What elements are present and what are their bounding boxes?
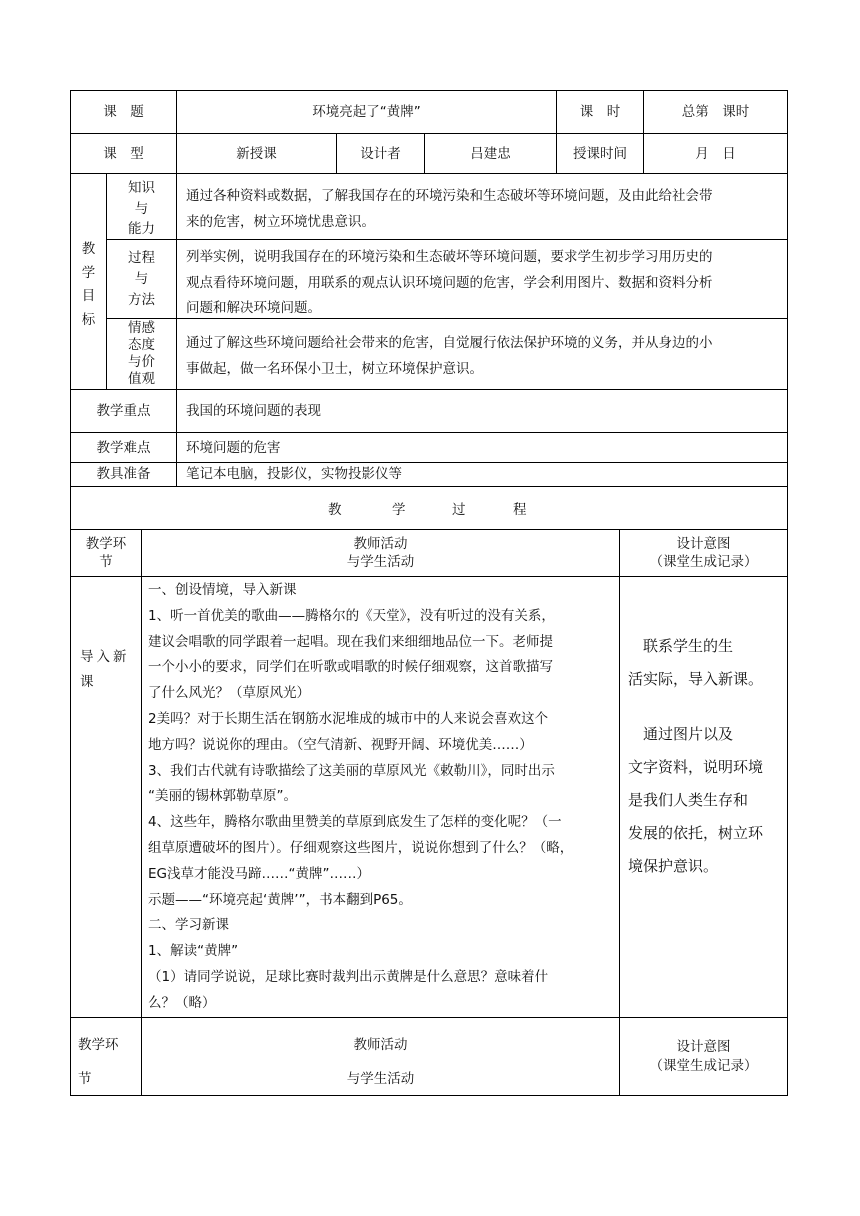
intro-intent-b: 通过图片以及 文字资料，说明环境 是我们人类生存和 发展的依托，树立环 境保护意识。	[628, 725, 764, 875]
process-header-intent: 设计意图 （课堂生成记录）	[649, 536, 758, 570]
intro-activity-text: 一、创设情境，导入新课 1、听一首优美的歌曲——腾格尔的《天堂》，没有听过的没有关系， 建议会唱歌的同学跟着一起唱。现在我们来细细地品位一下。老师提 一个小小的要求，同学们在听歌或唱歌的时候仔细观察，这首歌描写 了什么风光？（草原风光） 2美吗？对于长期生活在钢筋水泥堆成的城市中的人来说会喜欢这个 地方吗？说说你的理由。（空气清新、视野开阔、环境优美……） 3、我们古代就有诗歌描绘了这美丽的草原风光《敕勒川》，同时出示 “美丽的锡林郭勒草原”。 4、这些年，腾格尔歌曲里赞美的草原到底发生了怎样的变化呢？（一 组草原遭破坏的图片）。仔细观察这些图片，说说你想到了什么？（略， EG浅草才能没马蹄……“黄牌”……） 示题——“环境亮起‘黄牌’”，书本翻到P65。 二、学习新课 1、解读“黄牌” （1）请同学说说，足球比赛时裁判出示黄牌是什么意思？意味着什 么？（略）	[148, 582, 574, 1011]
process-title: 教 学 过 程	[328, 502, 527, 518]
objectives-label: 教 学 目 标	[81, 241, 96, 328]
tools-value: 笔记本电脑，投影仪，实物投影仪等	[186, 466, 402, 482]
objective-text-attitude: 通过了解这些环境问题给社会带来的危害，自觉履行依法保护环境的义务，并从身边的小 事做起，做一名环保小卫士，树立环境保护意识。	[186, 335, 713, 377]
objective-sub-knowledge: 知识 与 能力	[128, 180, 155, 237]
type-value: 新授课	[236, 146, 277, 162]
difficult-point-value: 环境问题的危害	[186, 440, 281, 456]
difficult-point-label: 教学难点	[96, 440, 151, 456]
date-label: 授课时间	[573, 146, 627, 162]
designer-value: 吕建忠	[470, 146, 511, 162]
process-header-stage: 教学环 节	[85, 536, 127, 570]
topic-label: 课 题	[103, 104, 144, 120]
key-point-label: 教学重点	[96, 403, 151, 419]
date-value: 月 日	[695, 146, 736, 162]
objective-text-knowledge: 通过各种资料或数据，了解我国存在的环境污染和生态破坏等环境问题，及由此给社会带 来的危害，树立环境忧患意识。	[186, 188, 713, 230]
objective-sub-attitude: 情感 态度 与价 值观	[128, 320, 155, 387]
designer-label: 设计者	[360, 146, 401, 162]
objective-text-process: 列举实例，说明我国存在的环境污染和生态破坏等环境问题，要求学生初步学习用历史的 观点看待环境问题，用联系的观点认识环境问题的危害，学会利用图片、数据和资料分析 问题和解决环境问题。	[186, 249, 713, 316]
hours-label: 课 时	[579, 104, 621, 120]
type-label: 课 型	[103, 146, 144, 162]
objective-sub-process: 过程 与 方法	[128, 250, 155, 308]
intro-intent-a: 联系学生的生 活实际，导入新课。	[628, 637, 764, 688]
process-header-activity: 教师活动 与学生活动	[346, 536, 415, 570]
topic-value: 环境亮起了“黄牌”	[312, 104, 421, 120]
footer-header-intent: 设计意图 （课堂生成记录）	[649, 1039, 758, 1074]
intro-stage: 导入新 课	[80, 649, 130, 690]
footer-header-stage: 教学环 节	[78, 1037, 119, 1087]
footer-header-activity: 教师活动 与学生活动	[346, 1037, 415, 1087]
key-point-value: 我国的环境问题的表现	[186, 403, 321, 419]
hours-value: 总第 课时	[681, 104, 750, 120]
tools-label: 教具准备	[96, 466, 151, 482]
